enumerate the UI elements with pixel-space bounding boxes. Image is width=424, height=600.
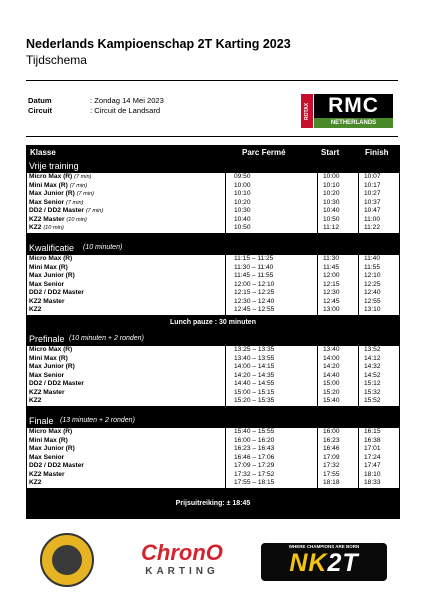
column-divider	[358, 255, 359, 264]
column-divider	[317, 355, 318, 364]
column-divider	[358, 437, 359, 446]
col-klasse: Klasse	[30, 148, 56, 157]
row-finish: 10:17	[364, 181, 381, 189]
row-start: 16:23	[323, 436, 340, 444]
table-row	[27, 272, 399, 281]
row-klasse: Max Junior (R)	[29, 272, 75, 279]
column-divider	[317, 173, 318, 182]
row-finish: 17:47	[364, 462, 381, 469]
row-start: 14:40	[323, 371, 340, 379]
section-title: Vrije training	[29, 161, 79, 171]
column-divider	[225, 255, 226, 264]
row-finish: 13:52	[364, 346, 381, 353]
row-start: 18:18	[323, 479, 340, 486]
section-header	[26, 333, 400, 346]
row-start: 12:45	[323, 297, 340, 305]
row-klasse: Micro Max (R)	[29, 428, 73, 435]
table-row	[27, 372, 399, 381]
column-divider	[358, 207, 359, 216]
column-divider	[317, 199, 318, 208]
section-header	[26, 242, 400, 255]
row-klasse: KZ2 Master (10 min)	[29, 215, 87, 223]
table-row	[27, 182, 399, 191]
table-row	[27, 264, 399, 273]
row-klasse: Max Junior (R)	[29, 445, 75, 452]
nk2t-logo-main: NK2T	[289, 549, 359, 577]
table-row	[27, 428, 399, 437]
rmc-logo-sub: NETHERLANDS	[314, 118, 393, 128]
column-divider	[358, 346, 359, 355]
row-parc-ferme: 10:00	[234, 181, 251, 189]
column-divider	[317, 389, 318, 398]
row-parc-ferme: 12:45 – 12:55	[234, 306, 275, 313]
column-divider	[358, 454, 359, 463]
row-start: 10:00	[323, 173, 340, 180]
table-row	[27, 389, 399, 398]
table-row	[27, 445, 399, 454]
column-divider	[225, 389, 226, 398]
row-parc-ferme: 11:30 – 11:40	[234, 263, 274, 271]
row-parc-ferme: 12:30 – 12:40	[234, 297, 275, 305]
rmc-logo-side: ROTAX	[301, 94, 313, 128]
column-divider	[225, 173, 226, 182]
row-finish: 18:33	[364, 479, 381, 486]
table-row	[27, 207, 399, 216]
column-divider	[225, 216, 226, 225]
row-duration-note: (7 min)	[66, 199, 84, 206]
row-parc-ferme: 11:15 – 11:25	[234, 255, 274, 262]
row-parc-ferme: 15:20 – 15:35	[234, 397, 275, 404]
row-start: 10:30	[323, 198, 340, 206]
row-klasse: KZ2 Master	[29, 388, 65, 396]
row-start: 17:09	[323, 453, 340, 461]
column-divider	[358, 216, 359, 225]
row-finish: 15:52	[364, 397, 381, 404]
row-parc-ferme: 15:00 – 15:15	[234, 388, 275, 396]
row-klasse: Mini Max (R)	[29, 354, 68, 362]
column-divider	[225, 397, 226, 406]
column-divider	[225, 207, 226, 216]
table-row	[27, 306, 399, 315]
column-divider	[358, 355, 359, 364]
column-divider	[225, 471, 226, 480]
column-divider	[317, 224, 318, 233]
column-divider	[358, 264, 359, 273]
row-klasse: Max Junior (R) (7 min)	[29, 190, 95, 197]
row-klasse: Mini Max (R)	[29, 436, 68, 444]
row-start: 11:30	[323, 255, 340, 262]
column-divider	[358, 389, 359, 398]
column-divider	[317, 281, 318, 290]
table-row	[27, 437, 399, 446]
column-divider	[358, 428, 359, 437]
meta-circuit	[28, 106, 160, 115]
row-start: 10:40	[323, 207, 340, 214]
column-divider	[225, 437, 226, 446]
column-divider	[358, 462, 359, 471]
row-start: 16:00	[323, 428, 340, 435]
section-note: (13 minuten + 2 ronden)	[60, 417, 135, 424]
row-start: 11:12	[323, 224, 340, 231]
row-klasse: DD2 / DD2 Master (7 min)	[29, 207, 104, 214]
row-start: 11:45	[323, 263, 340, 271]
row-start: 12:00	[323, 272, 340, 279]
row-duration-note: (10 min)	[66, 216, 87, 223]
table-row	[27, 224, 399, 233]
column-divider	[358, 397, 359, 406]
rmc-logo	[301, 94, 393, 128]
section-title: Finale	[29, 416, 54, 426]
column-divider	[358, 471, 359, 480]
table-row	[27, 281, 399, 290]
row-finish: 16:15	[364, 428, 381, 435]
column-divider	[358, 281, 359, 290]
row-finish: 12:55	[364, 297, 381, 305]
column-divider	[317, 289, 318, 298]
circuit-value: : Circuit de Landsard	[90, 106, 161, 115]
row-start: 15:00	[323, 380, 340, 387]
table-row	[27, 289, 399, 298]
column-divider	[358, 306, 359, 315]
row-parc-ferme: 11:45 – 11:55	[234, 272, 274, 279]
column-divider	[225, 289, 226, 298]
row-duration-note: (10 min)	[43, 225, 64, 231]
column-divider	[317, 454, 318, 463]
table-row	[27, 355, 399, 364]
row-finish: 17:01	[364, 445, 381, 452]
schedule-table	[26, 145, 400, 519]
row-duration-note: (7 min)	[85, 208, 104, 214]
column-divider	[358, 372, 359, 381]
table-row	[27, 471, 399, 480]
chrono-logo-sub: KARTING	[145, 566, 219, 577]
row-klasse: Max Senior	[29, 280, 65, 288]
column-divider	[317, 306, 318, 315]
chrono-karting-logo	[122, 540, 242, 580]
row-finish: 13:10	[364, 306, 381, 313]
column-divider	[317, 428, 318, 437]
row-start: 17:32	[323, 462, 340, 469]
row-start: 15:40	[323, 397, 340, 404]
section-title: Kwalificatie	[29, 243, 75, 253]
row-start: 16:46	[323, 445, 340, 452]
column-divider	[317, 479, 318, 488]
column-divider	[225, 363, 226, 372]
column-divider	[358, 182, 359, 191]
column-divider	[358, 190, 359, 199]
row-finish: 10:27	[364, 190, 381, 197]
row-parc-ferme: 10:30	[234, 207, 251, 214]
section-title: Prefinale	[29, 334, 65, 344]
table-row	[27, 363, 399, 372]
row-start: 15:20	[323, 388, 340, 396]
table-row	[27, 380, 399, 389]
column-divider	[358, 224, 359, 233]
column-divider	[225, 190, 226, 199]
row-parc-ferme: 13:25 – 13:35	[234, 346, 275, 353]
column-divider	[225, 462, 226, 471]
column-divider	[225, 346, 226, 355]
column-divider	[317, 207, 318, 216]
row-klasse: DD2 / DD2 Master	[29, 462, 84, 469]
prize-ceremony-note: Prijsuitreiking: ± 18:45	[175, 500, 251, 507]
column-divider	[225, 479, 226, 488]
row-finish: 14:32	[364, 363, 381, 370]
section-note: (10 minuten)	[83, 244, 123, 251]
row-parc-ferme: 10:40	[234, 215, 251, 223]
column-divider	[358, 199, 359, 208]
row-start: 14:00	[323, 354, 340, 362]
column-divider	[358, 289, 359, 298]
column-divider	[358, 272, 359, 281]
row-parc-ferme: 14:20 – 14:35	[234, 371, 275, 379]
column-divider	[225, 380, 226, 389]
page-subtitle: Tijdschema	[26, 53, 87, 67]
column-divider	[358, 298, 359, 307]
col-start: Start	[321, 148, 340, 157]
col-finish: Finish	[365, 148, 389, 157]
row-parc-ferme: 14:40 – 14:55	[234, 380, 275, 387]
table-row	[27, 190, 399, 199]
circuit-label: Circuit	[28, 106, 53, 115]
lunch-break-note: Lunch pauze : 30 minuten	[170, 319, 256, 326]
table-row	[27, 199, 399, 208]
row-finish: 12:40	[364, 289, 381, 296]
table-row	[27, 397, 399, 406]
column-divider	[225, 224, 226, 233]
row-klasse: Micro Max (R) (7 min)	[29, 173, 92, 180]
row-klasse: KZ2	[29, 306, 42, 313]
row-finish: 12:10	[364, 272, 381, 279]
nk2t-tagline: WHERE CHAMPIONS ARE BORN	[288, 544, 360, 549]
column-divider	[225, 281, 226, 290]
title-rule	[26, 80, 398, 81]
column-divider	[358, 445, 359, 454]
table-row	[27, 255, 399, 264]
row-start: 12:15	[323, 280, 340, 288]
column-divider	[317, 264, 318, 273]
row-start: 12:30	[323, 289, 340, 296]
table-row	[27, 216, 399, 225]
row-start: 10:20	[323, 190, 340, 197]
row-klasse: Micro Max (R)	[29, 255, 73, 262]
row-parc-ferme: 16:00 – 16:20	[234, 436, 275, 444]
section-note: (10 minuten + 2 ronden)	[69, 335, 144, 342]
column-divider	[225, 355, 226, 364]
page-title: Nederlands Kampioenschap 2T Karting 2023	[26, 37, 291, 51]
column-divider	[225, 306, 226, 315]
row-duration-note: (7 min)	[69, 182, 88, 189]
row-parc-ferme: 09:50	[234, 173, 251, 180]
column-divider	[358, 173, 359, 182]
column-divider	[317, 182, 318, 191]
row-finish: 15:32	[364, 388, 381, 396]
row-parc-ferme: 10:20	[234, 198, 251, 206]
row-klasse: Mini Max (R)	[29, 263, 68, 271]
column-divider	[317, 462, 318, 471]
column-divider	[225, 199, 226, 208]
row-klasse: Max Senior	[29, 453, 65, 461]
row-start: 17:55	[323, 470, 340, 478]
column-divider	[358, 380, 359, 389]
row-finish: 16:38	[364, 436, 381, 444]
column-divider	[317, 445, 318, 454]
row-parc-ferme: 12:15 – 12:25	[234, 289, 275, 296]
row-parc-ferme: 17:32 – 17:52	[234, 470, 275, 478]
row-parc-ferme: 14:00 – 14:15	[234, 363, 275, 370]
column-divider	[317, 397, 318, 406]
row-duration-note: (7 min)	[76, 191, 95, 197]
row-finish: 18:10	[364, 470, 381, 478]
col-parc-ferme: Parc Fermé	[242, 148, 286, 157]
column-divider	[225, 454, 226, 463]
column-divider	[225, 298, 226, 307]
row-finish: 10:07	[364, 173, 381, 180]
column-divider	[317, 216, 318, 225]
rmc-logo-main: RMC	[314, 94, 393, 118]
column-divider	[358, 363, 359, 372]
row-finish: 14:52	[364, 371, 381, 379]
row-klasse: Mini Max (R) (7 min)	[29, 181, 88, 189]
row-parc-ferme: 16:23 – 16:43	[234, 445, 275, 452]
row-finish: 11:55	[364, 263, 381, 271]
column-divider	[225, 272, 226, 281]
meta-datum	[28, 96, 164, 105]
column-divider	[317, 190, 318, 199]
column-divider	[317, 380, 318, 389]
row-klasse: KZ2	[29, 397, 42, 404]
row-start: 14:20	[323, 363, 340, 370]
row-start: 13:00	[323, 306, 340, 313]
row-klasse: Max Junior (R)	[29, 363, 75, 370]
table-row	[27, 462, 399, 471]
row-finish: 12:25	[364, 280, 381, 288]
row-finish: 11:00	[364, 215, 381, 223]
row-klasse: Max Senior (7 min)	[29, 198, 84, 206]
row-finish: 17:24	[364, 453, 381, 461]
column-divider	[317, 372, 318, 381]
row-parc-ferme: 16:46 – 17:06	[234, 453, 275, 461]
row-klasse: DD2 / DD2 Master	[29, 380, 84, 387]
nk2t-logo	[261, 543, 387, 581]
row-duration-note: (7 min)	[74, 174, 92, 180]
chrono-logo-main: ChronO	[141, 540, 223, 565]
table-row	[27, 454, 399, 463]
row-finish: 14:12	[364, 354, 381, 362]
column-divider	[317, 363, 318, 372]
row-klasse: KZ2 (10 min)	[29, 224, 64, 231]
section-header	[26, 415, 400, 428]
column-divider	[225, 264, 226, 273]
column-divider	[358, 479, 359, 488]
row-klasse: KZ2	[29, 479, 42, 486]
row-parc-ferme: 13:40 – 13:55	[234, 354, 275, 362]
row-parc-ferme: 12:00 – 12:10	[234, 280, 275, 288]
row-klasse: Max Senior	[29, 371, 65, 379]
table-row	[27, 346, 399, 355]
row-start: 10:50	[323, 215, 340, 223]
row-parc-ferme: 15:40 – 15:55	[234, 428, 275, 435]
column-divider	[317, 437, 318, 446]
column-divider	[225, 372, 226, 381]
kart-club-logo	[40, 533, 94, 587]
row-parc-ferme: 17:09 – 17:29	[234, 462, 275, 469]
row-finish: 11:40	[364, 255, 381, 262]
table-row	[27, 298, 399, 307]
row-finish: 10:37	[364, 198, 381, 206]
datum-label: Datum	[28, 96, 52, 105]
row-parc-ferme: 17:55 – 18:15	[234, 479, 275, 486]
datum-value: : Zondag 14 Mei 2023	[90, 96, 164, 105]
row-klasse: KZ2 Master	[29, 470, 65, 478]
section-header	[26, 160, 400, 173]
column-divider	[225, 428, 226, 437]
row-klasse: Micro Max (R)	[29, 346, 73, 353]
row-finish: 15:12	[364, 380, 381, 387]
column-divider	[317, 255, 318, 264]
table-row	[27, 173, 399, 182]
row-parc-ferme: 10:10	[234, 190, 251, 197]
row-parc-ferme: 10:50	[234, 224, 251, 231]
row-finish: 11:22	[364, 224, 381, 231]
row-klasse: DD2 / DD2 Master	[29, 289, 84, 296]
row-start: 13:40	[323, 346, 340, 353]
column-divider	[317, 471, 318, 480]
column-divider	[317, 346, 318, 355]
column-divider	[317, 298, 318, 307]
column-divider	[225, 445, 226, 454]
meta-rule	[26, 136, 398, 137]
row-klasse: KZ2 Master	[29, 297, 65, 305]
row-start: 10:10	[323, 181, 340, 189]
column-divider	[317, 272, 318, 281]
table-row	[27, 479, 399, 488]
table-header	[26, 145, 400, 159]
row-finish: 10:47	[364, 207, 381, 214]
column-divider	[225, 182, 226, 191]
